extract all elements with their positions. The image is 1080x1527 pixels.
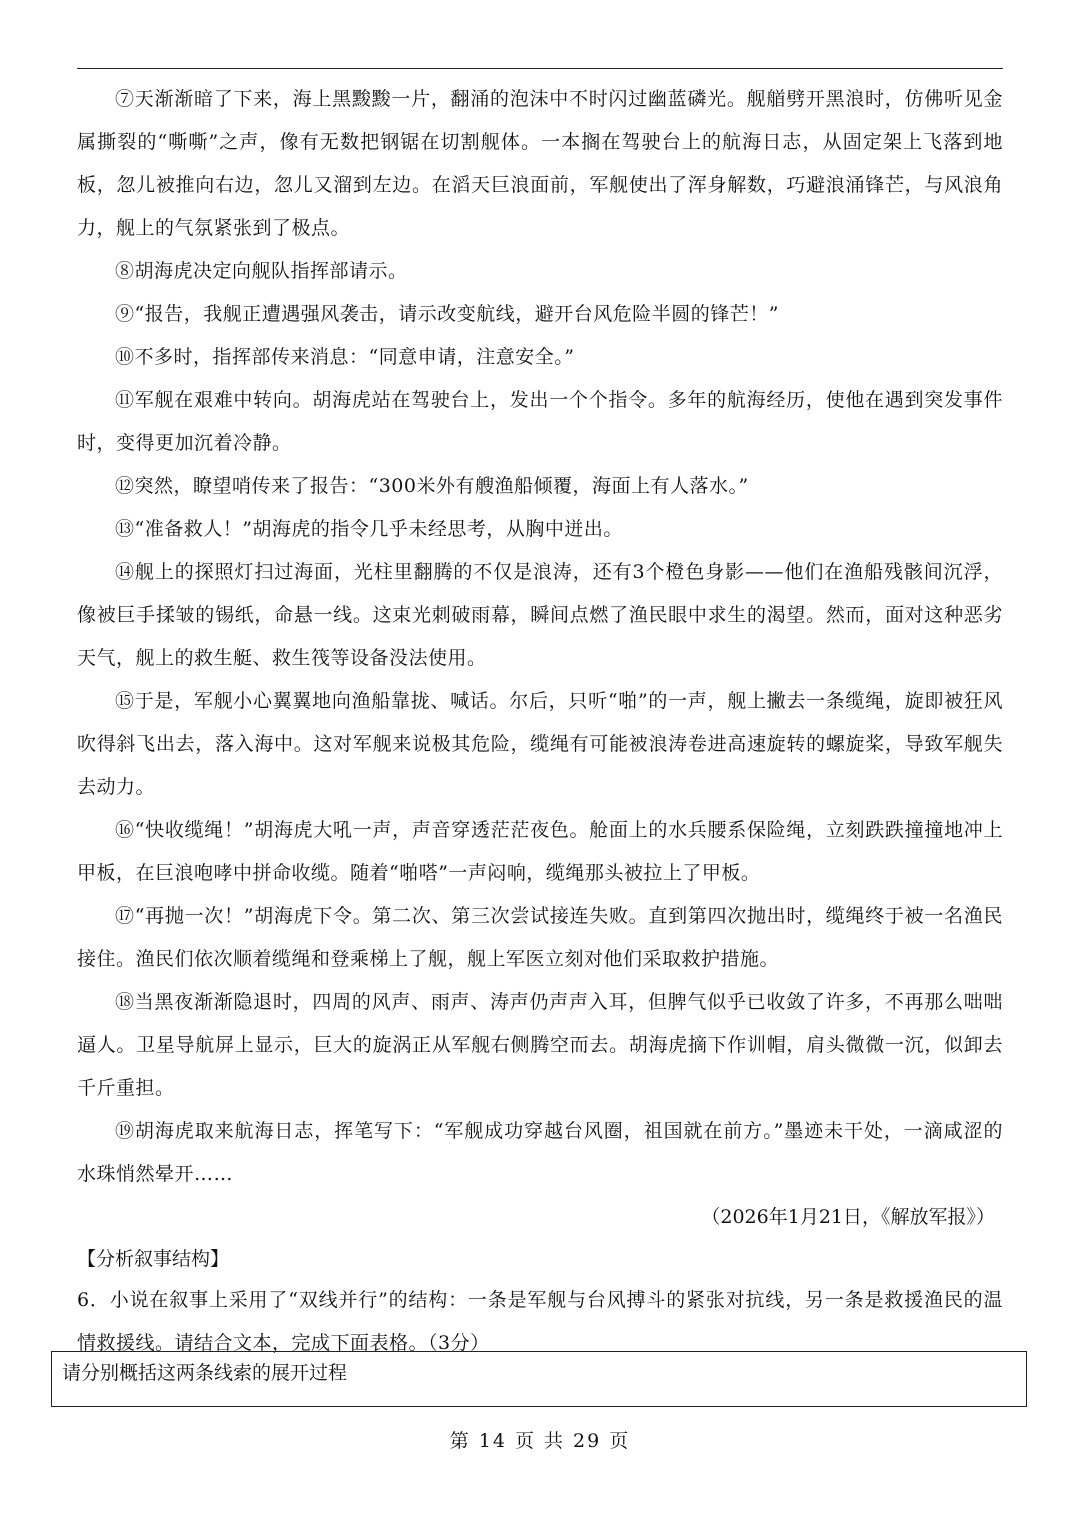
answer-table[interactable] (51, 1351, 1027, 1407)
paragraph-17: ⑰“再抛一次！”胡海虎下令。第二次、第三次尝试接连失败。直到第四次抛出时，缆绳终于被一名渔民接住。渔民们依次顺着缆绳和登乘梯上了舰，舰上军医立刻对他们采取救护措施。 (77, 905, 1003, 970)
paragraph-15: ⑮于是，军舰小心翼翼地向渔船靠拢、喊话。尔后，只听“啪”的一声，舰上撇去一条缆绳，旋即被狂风吹得斜飞出去，落入海中。这对军舰来说极其危险，缆绳有可能被浪涛卷进高速旋转的螺旋桨，导致军舰失去动力。 (77, 690, 1003, 798)
page-number: 第 14 页 共 29 页 (449, 1430, 631, 1452)
paragraph-7: ⑦天渐渐暗了下来，海上黑黢黢一片，翻涌的泡沫中不时闪过幽蓝磷光。舰艏劈开黑浪时，仿佛听见金属撕裂的“嘶嘶”之声，像有无数把钢锯在切割舰体。一本搁在驾驶台上的航海日志，从固定架上飞落到地板，忽儿被推向右边，忽儿又溜到左边。在滔天巨浪面前，军舰使出了浑身解数，巧避浪涌锋芒，与风浪角力，舰上的气氛紧张到了极点。 (77, 88, 1003, 239)
paragraph-18: ⑱当黑夜渐渐隐退时，四周的风声、雨声、涛声仍声声入耳，但脾气似乎已收敛了许多，不再那么咄咄逼人。卫星导航屏上显示，巨大的旋涡正从军舰右侧腾空而去。胡海虎摘下作训帽，肩头微微一沉，似卸去千斤重担。 (77, 991, 1003, 1099)
source-citation: （2026年1月21日，《解放军报》） (701, 1206, 995, 1228)
paragraph-14: ⑭舰上的探照灯扫过海面，光柱里翻腾的不仅是浪涛，还有3个橙色身影——他们在渔船残骸间沉浮，像被巨手揉皱的锡纸，命悬一线。这束光刺破雨幕，瞬间点燃了渔民眼中求生的渴望。然而，面对这种恶劣天气，舰上的救生艇、救生筏等设备没法使用。 (77, 561, 1003, 669)
paragraph-10: ⑩不多时，指挥部传来消息：“同意申请，注意安全。” (115, 346, 575, 368)
paragraph-12: ⑫突然，瞭望哨传来了报告：“300米外有艘渔船倾覆，海面上有人落水。” (115, 475, 749, 497)
paragraph-9: ⑨“报告，我舰正遭遇强风袭击，请示改变航线，避开台风危险半圆的锋芒！” (115, 303, 779, 325)
header-rule (77, 68, 1003, 69)
paragraph-8: ⑧胡海虎决定向舰队指挥部请示。 (115, 260, 408, 282)
passage-body (77, 78, 1003, 1365)
paragraph-19: ⑲胡海虎取来航海日志，挥笔写下：“军舰成功穿越台风圈，祖国就在前方。”墨迹未干处，一滴咸涩的水珠悄然晕开…… (77, 1120, 1003, 1185)
paragraph-13: ⑬“准备救人！”胡海虎的指令几乎未经思考，从胸中迸出。 (115, 518, 623, 540)
answer-table-header: 请分别概括这两条线索的展开过程 (62, 1362, 348, 1384)
paragraph-16: ⑯“快收缆绳！”胡海虎大吼一声，声音穿透茫茫夜色。舱面上的水兵腰系保险绳，立刻跌跌撞撞地冲上甲板，在巨浪咆哮中拼命收缆。随着“啪嗒”一声闷响，缆绳那头被拉上了甲板。 (77, 819, 1003, 884)
paragraph-11: ⑪军舰在艰难中转向。胡海虎站在驾驶台上，发出一个个指令。多年的航海经历，使他在遇到突发事件时，变得更加沉着冷静。 (77, 389, 1003, 454)
section-title: 【分析叙事结构】 (77, 1248, 230, 1270)
question-6: 6．小说在叙事上采用了“双线并行”的结构：一条是军舰与台风搏斗的紧张对抗线，另一条是救援渔民的温情救援线。请结合文本，完成下面表格。（3分） (77, 1289, 1003, 1354)
